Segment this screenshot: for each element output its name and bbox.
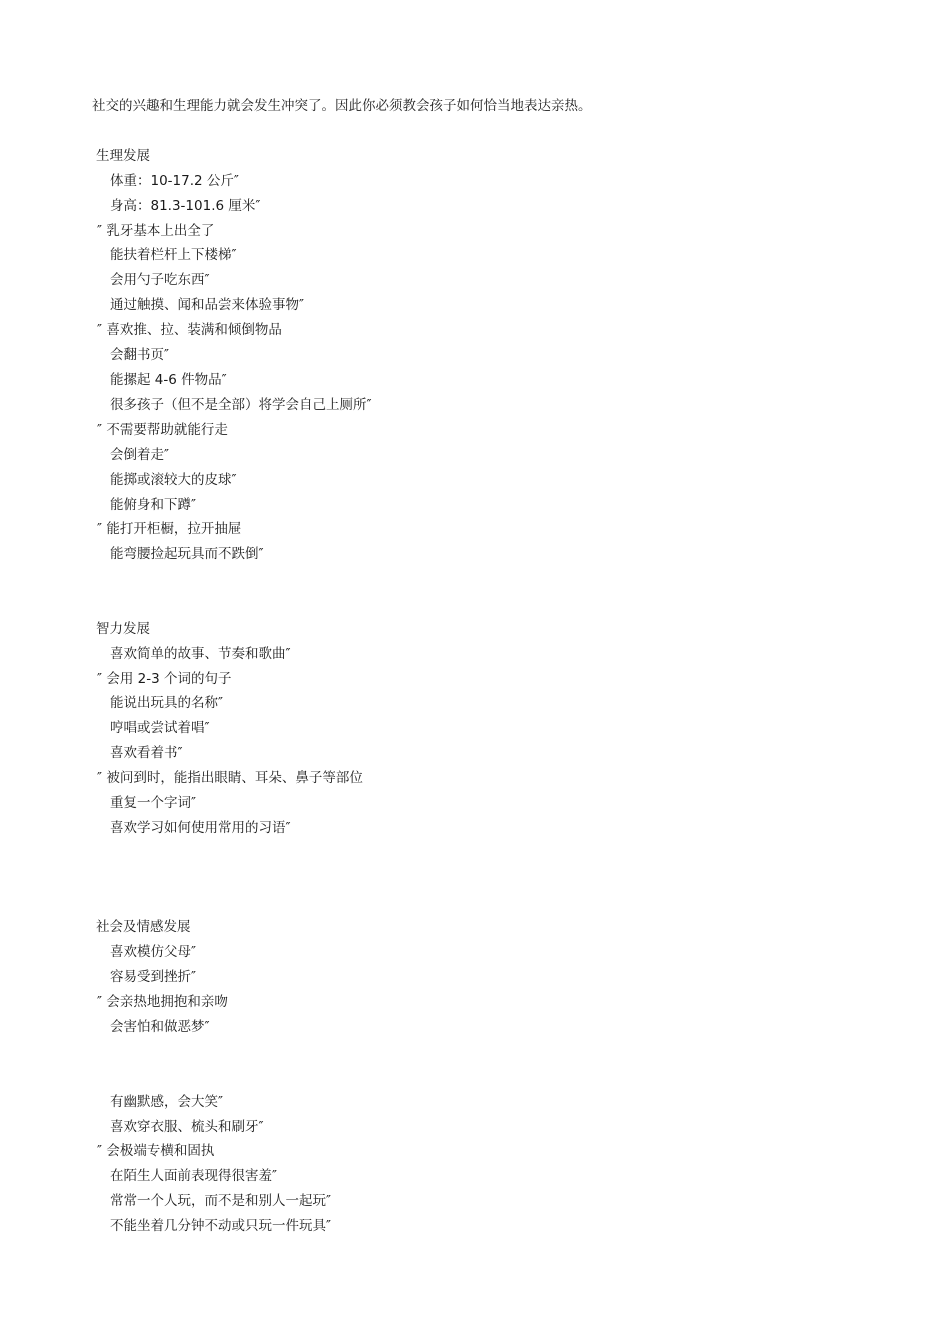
list-item: 喜欢看着书″ <box>110 745 183 761</box>
list-item: 常常一个人玩，而不是和别人一起玩″ <box>110 1193 332 1209</box>
list-item: 能摞起 4-6 件物品″ <box>110 372 227 388</box>
list-item: 喜欢简单的故事、节奏和歌曲″ <box>110 646 291 662</box>
intellectual-heading: 智力发展 <box>96 621 150 637</box>
list-item: 不能坐着几分钟不动或只玩一件玩具″ <box>110 1218 332 1234</box>
list-item: 喜欢学习如何使用常用的习语″ <box>110 820 291 836</box>
list-item: ″ 能打开柜橱，拉开抽屉 <box>97 521 242 537</box>
list-item: 能掷或滚较大的皮球″ <box>110 472 237 488</box>
list-item: 能扶着栏杆上下楼梯″ <box>110 247 237 263</box>
list-item: ″ 会亲热地拥抱和亲吻 <box>97 994 228 1010</box>
list-item: 在陌生人面前表现得很害羞″ <box>110 1168 278 1184</box>
list-item: ″ 会用 2-3 个词的句子 <box>97 671 232 687</box>
list-item: 会倒着走″ <box>110 447 170 463</box>
intro-text: 社交的兴趣和生理能力就会发生冲突了。因此你必须教会孩子如何恰当地表达亲热。 <box>92 98 592 114</box>
list-item: 容易受到挫折″ <box>110 969 197 985</box>
list-item: 喜欢模仿父母″ <box>110 944 197 960</box>
list-item: 通过触摸、闻和品尝来体验事物″ <box>110 297 305 313</box>
list-item: 能俯身和下蹲″ <box>110 497 197 513</box>
list-item: 哼唱或尝试着唱″ <box>110 720 210 736</box>
list-item: ″ 乳牙基本上出全了 <box>97 223 215 239</box>
physical-heading: 生理发展 <box>96 148 150 164</box>
list-item: 会翻书页″ <box>110 347 170 363</box>
list-item: 能弯腰捡起玩具而不跌倒″ <box>110 546 264 562</box>
list-item: 很多孩子（但不是全部）将学会自己上厕所″ <box>110 397 372 413</box>
social-heading: 社会及情感发展 <box>96 919 191 935</box>
list-item: 喜欢穿衣服、梳头和刷牙″ <box>110 1119 264 1135</box>
list-item: 身高：81.3-101.6 厘米″ <box>110 198 261 214</box>
list-item: 能说出玩具的名称″ <box>110 695 224 711</box>
list-item: ″ 被问到时，能指出眼睛、耳朵、鼻子等部位 <box>97 770 363 786</box>
list-item: 会害怕和做恶梦″ <box>110 1019 210 1035</box>
list-item: 重复一个字词″ <box>110 795 197 811</box>
list-item: ″ 喜欢推、拉、装满和倾倒物品 <box>97 322 282 338</box>
list-item: 体重：10-17.2 公斤″ <box>110 173 239 189</box>
list-item: 有幽默感，会大笑″ <box>110 1094 224 1110</box>
list-item: ″ 会极端专横和固执 <box>97 1143 215 1159</box>
list-item: 会用勺子吃东西″ <box>110 272 210 288</box>
list-item: ″ 不需要帮助就能行走 <box>97 422 228 438</box>
